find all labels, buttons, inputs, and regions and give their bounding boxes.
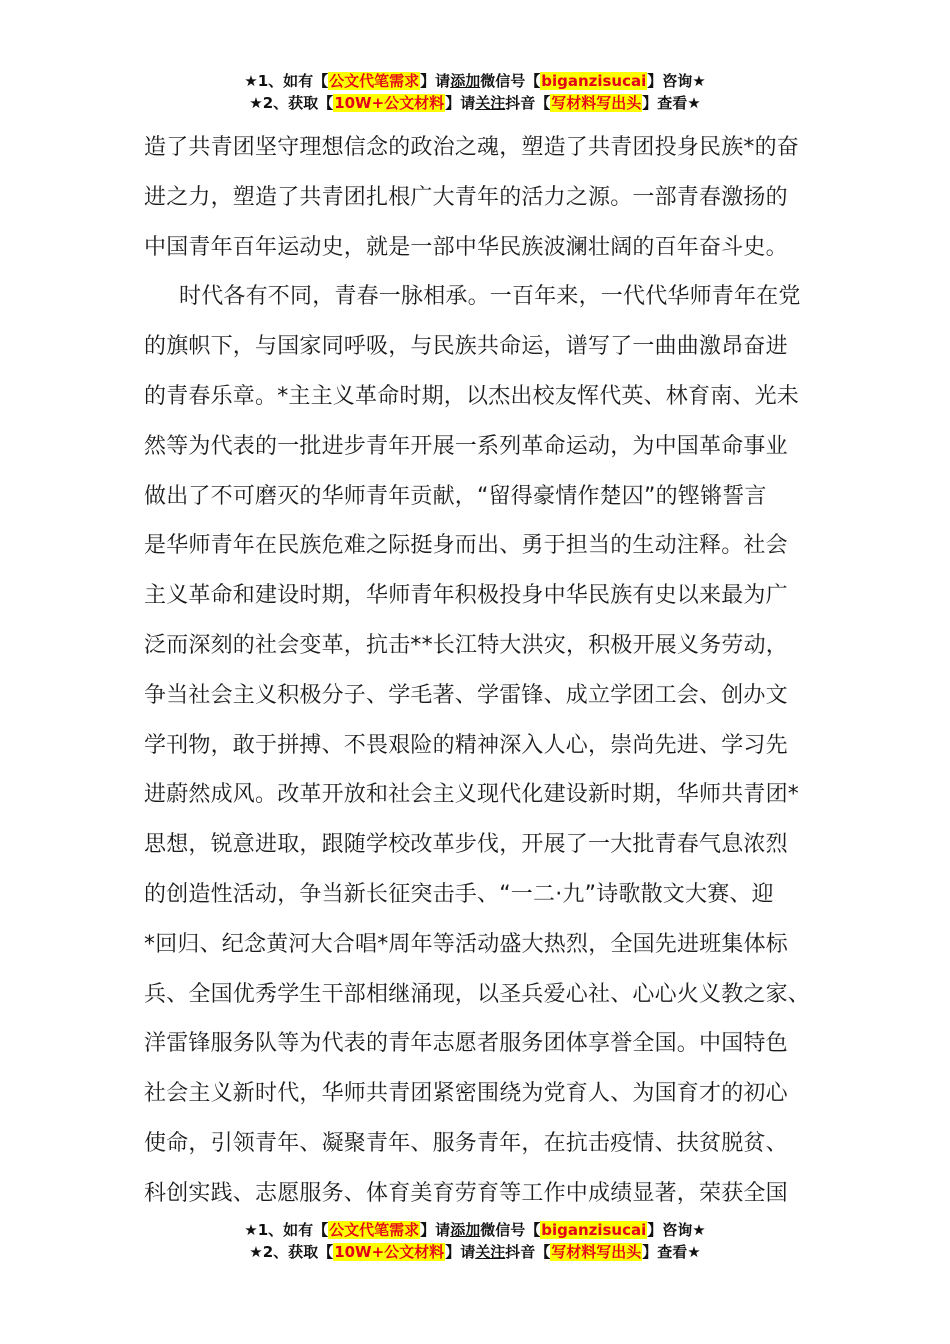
footer-banner [0, 1219, 950, 1263]
text-line: 泛而深刻的社会变革，抗击**长江特大洪灾，积极开展义务劳动， [144, 632, 789, 658]
text-line: 的创造性活动，争当新长征突击手、“一二·九”诗歌散文大赛、迎 [144, 881, 774, 907]
paragraph-1 [144, 123, 809, 272]
text-line: 进之力，塑造了共青团扎根广大青年的活力之源。一部青春激扬的 [144, 184, 788, 210]
text-line: 使命，引领青年、凝聚青年、服务青年，在抗击疫情、扶贫脱贫、 [144, 1130, 788, 1156]
text-line: 时代各有不同，青春一脉相承。一百年来，一代代华师青年在党 [179, 284, 801, 310]
text-line: 的旗帜下，与国家同呼吸，与民族共命运，谱写了一曲曲激昂奋进 [144, 334, 788, 360]
banner-line-1: ★1、如有【公文代笔需求】请添加微信号【biganzisucai】咨询★ [244, 1221, 706, 1239]
text-line: 洋雷锋服务队等为代表的青年志愿者服务团体享誉全国。中国特色 [144, 1031, 788, 1057]
header-banner [0, 70, 950, 114]
highlight-wechat-id: biganzisucai [541, 1221, 647, 1239]
banner-line-2: ★2、获取【10W+公文材料】请关注抖音【写材料写出头】查看★ [249, 94, 701, 112]
paragraph-2 [144, 272, 809, 1218]
text-line: 做出了不可磨灭的华师青年贡献，“留得豪情作楚囚”的铿锵誓言 [144, 483, 767, 509]
banner-line-1: ★1、如有【公文代笔需求】请添加微信号【biganzisucai】咨询★ [244, 72, 706, 90]
text-line: 的青春乐章。*主主义革命时期，以杰出校友恽代英、林育南、光未 [144, 383, 800, 409]
star-icon: ★ [244, 1221, 258, 1239]
text-line: 主义革命和建设时期，华师青年积极投身中华民族有史以来最为广 [144, 583, 788, 609]
text-line: 兵、全国优秀学生干部相继涌现，以圣兵爱心社、心心火义教之家、 [144, 981, 811, 1007]
text-line: 学刊物，敢于拼搏、不畏艰险的精神深入人心，崇尚先进、学习先 [144, 732, 788, 758]
star-icon: ★ [244, 72, 258, 90]
text-line: 中国青年百年运动史，就是一部中华民族波澜壮阔的百年奋斗史。 [144, 234, 788, 260]
document-body [144, 123, 809, 1219]
text-line: *回归、纪念黄河大合唱*周年等活动盛大热烈，全国先进班集体标 [144, 931, 789, 957]
star-icon: ★ [249, 94, 263, 112]
text-line: 科创实践、志愿服务、体育美育劳育等工作中成绩显著，荣获全国 [144, 1180, 788, 1206]
highlight-materials: 10W+公文材料 [334, 1243, 445, 1261]
text-line: 社会主义新时代，华师共青团紧密围绕为党育人、为国育才的初心 [144, 1081, 788, 1107]
highlight-wechat-id: biganzisucai [541, 72, 647, 90]
highlight-douyin: 写材料写出头 [551, 1243, 642, 1261]
text-line: 造了共青团坚守理想信念的政治之魂，塑造了共青团投身民族*的奋 [144, 135, 800, 160]
text-line: 是华师青年在民族危难之际挺身而出、勇于担当的生动注释。社会 [144, 533, 788, 559]
highlight-service: 公文代笔需求 [329, 1221, 420, 1239]
text-line: 思想，锐意进取，跟随学校改革步伐，开展了一大批青春气息浓烈 [144, 832, 788, 858]
star-icon: ★ [249, 1243, 263, 1261]
text-line: 争当社会主义积极分子、学毛著、学雷锋、成立学团工会、创办文 [144, 682, 788, 708]
highlight-materials: 10W+公文材料 [334, 94, 445, 112]
highlight-service: 公文代笔需求 [329, 72, 420, 90]
text-line: 然等为代表的一批进步青年开展一系列革命运动，为中国革命事业 [144, 433, 788, 459]
highlight-douyin: 写材料写出头 [551, 94, 642, 112]
banner-line-2: ★2、获取【10W+公文材料】请关注抖音【写材料写出头】查看★ [249, 1243, 701, 1261]
text-line: 进蔚然成风。改革开放和社会主义现代化建设新时期，华师共青团* [144, 782, 800, 808]
